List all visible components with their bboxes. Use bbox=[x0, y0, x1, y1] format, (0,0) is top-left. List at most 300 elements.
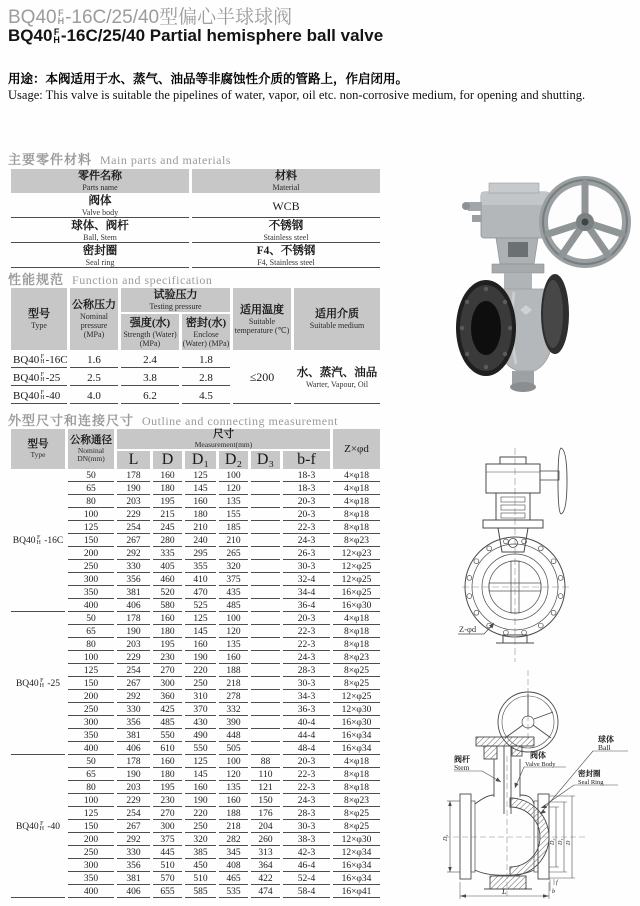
outline-row bbox=[11, 640, 380, 651]
col-header-dn: 公称通径 Nominal DN(mm) bbox=[68, 429, 114, 469]
dim-cell: 267 bbox=[117, 822, 150, 833]
dim-cell: 8×φ18 bbox=[333, 510, 380, 521]
dim-cell: 22-3 bbox=[283, 770, 330, 781]
title-en-rest: -16C/25/40 Partial hemisphere ball valve bbox=[60, 26, 384, 45]
usage-line-en: Usage: This valve is suitable the pipelines of water, vapor, oil etc. non-corrosive medium, for opening and shutting. bbox=[8, 88, 586, 102]
dim-cell: 332 bbox=[219, 705, 248, 716]
dim-cell: 250 bbox=[68, 705, 114, 716]
dim-cell bbox=[251, 523, 280, 534]
dim-cell: 16×φ34 bbox=[333, 731, 380, 742]
dim-cell: 385 bbox=[185, 848, 216, 859]
dim-cell: 448 bbox=[219, 731, 248, 742]
dim-cell: 229 bbox=[117, 796, 150, 807]
value-cell: 1.6 bbox=[70, 352, 118, 368]
dim-cell: 180 bbox=[185, 510, 216, 521]
dim-cell: 190 bbox=[185, 796, 216, 807]
dim-cell: 400 bbox=[68, 601, 114, 612]
dim-cell: 375 bbox=[219, 575, 248, 586]
dim-cell: 22-3 bbox=[283, 783, 330, 794]
dim-cell: 18-3 bbox=[283, 471, 330, 482]
dim-cell: 356 bbox=[117, 861, 150, 872]
dim-cell: 330 bbox=[117, 705, 150, 716]
dim-cell: 510 bbox=[153, 861, 182, 872]
dim-cell: 16×φ34 bbox=[333, 744, 380, 755]
part-name: 阀体 Valve body bbox=[11, 195, 189, 218]
dim-cell: 470 bbox=[185, 588, 216, 599]
dim-cell bbox=[251, 562, 280, 573]
dim-cell: 190 bbox=[117, 484, 150, 495]
dim-cell: 8×φ25 bbox=[333, 809, 380, 820]
dim-cell: 270 bbox=[153, 809, 182, 820]
outline-row bbox=[11, 523, 380, 534]
dim-cell: 125 bbox=[68, 809, 114, 820]
dim-cell: 580 bbox=[153, 601, 182, 612]
dim-cell: 180 bbox=[153, 484, 182, 495]
part-material: WCB bbox=[192, 195, 380, 218]
table-row bbox=[11, 245, 380, 268]
dim-cell: 12×φ23 bbox=[333, 549, 380, 560]
col-header-medium: 适用介质 Suitable medium bbox=[294, 288, 380, 350]
dim-cell: 474 bbox=[251, 887, 280, 898]
table-row bbox=[11, 352, 380, 368]
dim-cell: 250 bbox=[68, 562, 114, 573]
dim-cell bbox=[251, 614, 280, 625]
dim-cell: 220 bbox=[185, 666, 216, 677]
dim-cell: 100 bbox=[219, 757, 248, 768]
dim-cell: 356 bbox=[117, 575, 150, 586]
dim-cell: 350 bbox=[68, 874, 114, 885]
dim-cell: 200 bbox=[68, 692, 114, 703]
dim-cell: 525 bbox=[185, 601, 216, 612]
dim-cell: 8×φ23 bbox=[333, 796, 380, 807]
dim-cell: 188 bbox=[219, 809, 248, 820]
dim-cell: 390 bbox=[219, 718, 248, 729]
dim-cell: 406 bbox=[117, 887, 150, 898]
dim-cell: 218 bbox=[219, 822, 248, 833]
dim-cell: 345 bbox=[219, 848, 248, 859]
dim-cell: 46-4 bbox=[283, 861, 330, 872]
col-header-type: 型号 Type bbox=[11, 429, 65, 469]
dim-cell: 200 bbox=[68, 835, 114, 846]
col-header-D2: D₂ bbox=[219, 451, 248, 469]
dim-cell: 300 bbox=[153, 822, 182, 833]
model-sup: F bbox=[53, 26, 60, 37]
dim-cell: 282 bbox=[219, 835, 248, 846]
dim-cell: 550 bbox=[153, 731, 182, 742]
dim-cell: 135 bbox=[219, 640, 248, 651]
outline-row bbox=[11, 744, 380, 755]
dim-cell: 204 bbox=[251, 822, 280, 833]
temperature-value: ≤200 bbox=[233, 352, 291, 404]
dim-cell: 422 bbox=[251, 874, 280, 885]
outline-row bbox=[11, 510, 380, 521]
dim-cell: 190 bbox=[117, 770, 150, 781]
dim-cell: 100 bbox=[68, 653, 114, 664]
dim-cell: 125 bbox=[68, 523, 114, 534]
dim-cell: 178 bbox=[117, 757, 150, 768]
dim-cell: 125 bbox=[185, 471, 216, 482]
dim-cell: 178 bbox=[117, 614, 150, 625]
dim-cell: 24-3 bbox=[283, 536, 330, 547]
dim-cell bbox=[251, 653, 280, 664]
dim-cell: 4×φ18 bbox=[333, 471, 380, 482]
dim-cell: 36-3 bbox=[283, 705, 330, 716]
dim-cell: 400 bbox=[68, 887, 114, 898]
dim-cell: 80 bbox=[68, 497, 114, 508]
handwheel bbox=[539, 176, 631, 268]
value-cell: 2.8 bbox=[182, 370, 230, 386]
dim-cell: 485 bbox=[153, 718, 182, 729]
col-header-zxod: Z×φd bbox=[333, 429, 380, 469]
model-prefix: BQ40 bbox=[8, 7, 57, 28]
section-title-outline: 外型尺寸和连接尺寸 Outline and connecting measurement bbox=[8, 413, 338, 428]
dim-cell: 203 bbox=[117, 783, 150, 794]
dim-cell: 188 bbox=[219, 666, 248, 677]
outline-row bbox=[11, 796, 380, 807]
dim-cell: 24-3 bbox=[283, 796, 330, 807]
dim-cell: 265 bbox=[219, 549, 248, 560]
dim-cell: 30-3 bbox=[283, 679, 330, 690]
dim-cell: 465 bbox=[219, 874, 248, 885]
dim-cell: 34-3 bbox=[283, 692, 330, 703]
outline-row bbox=[11, 536, 380, 547]
dim-cell: 16×φ30 bbox=[333, 601, 380, 612]
col-header-testing-pressure: 试验压力 Testing pressure bbox=[121, 288, 230, 312]
dim-cell: 26-3 bbox=[283, 549, 330, 560]
col-header-type: 型号 Type bbox=[11, 288, 67, 350]
dim-cell: 520 bbox=[153, 588, 182, 599]
col-header-L: L bbox=[117, 451, 150, 469]
dim-cell: 34-4 bbox=[283, 588, 330, 599]
dim-cell: 22-3 bbox=[283, 627, 330, 638]
dim-cell: 30-3 bbox=[283, 822, 330, 833]
dim-cell: 145 bbox=[185, 484, 216, 495]
dim-cell bbox=[251, 575, 280, 586]
dim-cell: 42-3 bbox=[283, 848, 330, 859]
dim-cell: 160 bbox=[185, 783, 216, 794]
dim-cell: 300 bbox=[68, 575, 114, 586]
dim-cell: 135 bbox=[219, 783, 248, 794]
dim-cell bbox=[251, 744, 280, 755]
dim-cell: 8×φ25 bbox=[333, 822, 380, 833]
dim-cell: 178 bbox=[117, 471, 150, 482]
dim-cell: 155 bbox=[219, 510, 248, 521]
outline-row bbox=[11, 731, 380, 742]
dim-cell bbox=[251, 666, 280, 677]
part-name: 球体、阀杆 Ball, Stem bbox=[11, 220, 189, 243]
dim-cell: 364 bbox=[251, 861, 280, 872]
dim-cell: 313 bbox=[251, 848, 280, 859]
dim-cell: 218 bbox=[219, 679, 248, 690]
dim-cell bbox=[251, 705, 280, 716]
outline-row bbox=[11, 549, 380, 560]
dim-cell: 220 bbox=[185, 809, 216, 820]
dim-cell: 292 bbox=[117, 835, 150, 846]
front-view-drawing bbox=[458, 412, 640, 666]
dim-cell: 510 bbox=[185, 874, 216, 885]
dim-cell: 16×φ30 bbox=[333, 718, 380, 729]
dim-cell: 8×φ23 bbox=[333, 536, 380, 547]
label-seal-zh: 密封圈 bbox=[578, 769, 601, 778]
outline-row bbox=[11, 575, 380, 586]
outline-row bbox=[11, 887, 380, 898]
dim-cell: 16×φ34 bbox=[333, 861, 380, 872]
outline-row bbox=[11, 614, 380, 625]
dim-cell: 8×φ18 bbox=[333, 640, 380, 651]
dim-cell: 229 bbox=[117, 510, 150, 521]
dim-cell: 585 bbox=[185, 887, 216, 898]
part-name: 密封圈 Seal ring bbox=[11, 245, 189, 268]
outline-row bbox=[11, 770, 380, 781]
table-row bbox=[11, 220, 380, 243]
dim-cell: 120 bbox=[219, 627, 248, 638]
dim-cell: 490 bbox=[185, 731, 216, 742]
dim-cell: 320 bbox=[219, 562, 248, 573]
dim-cell: 245 bbox=[153, 523, 182, 534]
dim-cell: 335 bbox=[153, 549, 182, 560]
dim-cell: 8×φ18 bbox=[333, 523, 380, 534]
outline-row bbox=[11, 666, 380, 677]
dim-cell: 160 bbox=[153, 614, 182, 625]
label-dim-b: b bbox=[552, 889, 555, 895]
dim-cell: 65 bbox=[68, 484, 114, 495]
dim-cell: 406 bbox=[117, 601, 150, 612]
outline-row bbox=[11, 679, 380, 690]
dim-cell: 381 bbox=[117, 874, 150, 885]
dim-cell: 65 bbox=[68, 627, 114, 638]
label-stem-zh: 阀杆 bbox=[454, 755, 470, 764]
dim-cell: 16×φ34 bbox=[333, 874, 380, 885]
value-cell: 1.8 bbox=[182, 352, 230, 368]
dim-cell: 405 bbox=[153, 562, 182, 573]
dim-cell: 330 bbox=[117, 562, 150, 573]
label-dim-D3: D₃ bbox=[443, 834, 449, 841]
label-ball-zh: 球体 bbox=[598, 735, 614, 744]
dim-cell bbox=[251, 679, 280, 690]
dim-cell: 180 bbox=[153, 770, 182, 781]
dim-cell: 425 bbox=[153, 705, 182, 716]
table-row bbox=[11, 195, 380, 218]
dim-cell bbox=[251, 484, 280, 495]
dim-cell: 292 bbox=[117, 692, 150, 703]
title-zh-rest: -16C/25/40型偏心半球球阀 bbox=[65, 7, 293, 28]
dim-cell: 80 bbox=[68, 640, 114, 651]
dim-cell: 210 bbox=[185, 523, 216, 534]
usage-line-zh: 用途：本阀适用于水、蒸气、油品等非腐蚀性介质的管路上，作启闭用。 bbox=[8, 72, 409, 86]
dim-cell: 240 bbox=[185, 536, 216, 547]
dim-cell: 350 bbox=[68, 588, 114, 599]
dim-cell: 280 bbox=[153, 536, 182, 547]
dim-cell bbox=[251, 497, 280, 508]
dim-cell: 30-3 bbox=[283, 562, 330, 573]
dim-cell: 16×φ41 bbox=[333, 887, 380, 898]
outline-group-16C bbox=[11, 471, 380, 612]
dim-cell: 65 bbox=[68, 770, 114, 781]
dim-cell: 20-3 bbox=[283, 614, 330, 625]
dim-cell: 88 bbox=[251, 757, 280, 768]
dim-cell: 12×φ25 bbox=[333, 562, 380, 573]
dim-cell: 430 bbox=[185, 718, 216, 729]
outline-row bbox=[11, 757, 380, 768]
dim-cell: 350 bbox=[68, 731, 114, 742]
dim-cell: 267 bbox=[117, 536, 150, 547]
dim-cell: 50 bbox=[68, 614, 114, 625]
outline-row bbox=[11, 809, 380, 820]
dim-cell: 185 bbox=[219, 523, 248, 534]
dim-cell: 195 bbox=[153, 640, 182, 651]
value-cell: 4.0 bbox=[70, 388, 118, 404]
label-dim-D1: D₁ bbox=[558, 838, 564, 845]
parts-materials-table bbox=[8, 167, 383, 270]
outline-row bbox=[11, 484, 380, 495]
dim-cell: 24-3 bbox=[283, 653, 330, 664]
dim-cell: 48-4 bbox=[283, 744, 330, 755]
col-header-measurement: 尺寸 Measurement(mm) bbox=[117, 429, 330, 449]
value-cell: 2.5 bbox=[70, 370, 118, 386]
dim-cell: 4×φ18 bbox=[333, 484, 380, 495]
dim-cell: 408 bbox=[219, 861, 248, 872]
model-fh bbox=[58, 9, 65, 25]
dim-cell: 655 bbox=[153, 887, 182, 898]
model-label: BQ40 F H -40 bbox=[11, 757, 65, 898]
dim-cell: 38-3 bbox=[283, 835, 330, 846]
dim-cell: 8×φ25 bbox=[333, 666, 380, 677]
dim-cell: 125 bbox=[185, 757, 216, 768]
dim-cell: 485 bbox=[219, 601, 248, 612]
dim-cell: 145 bbox=[185, 627, 216, 638]
dim-cell: 8×φ25 bbox=[333, 679, 380, 690]
dim-cell: 100 bbox=[68, 796, 114, 807]
dim-cell: 295 bbox=[185, 549, 216, 560]
dim-cell: 160 bbox=[153, 471, 182, 482]
outline-row bbox=[11, 783, 380, 794]
outline-row bbox=[11, 835, 380, 846]
outline-dimensions-table bbox=[8, 427, 383, 900]
label-body-en: Valve Body bbox=[525, 761, 556, 768]
dim-cell: 4×φ18 bbox=[333, 497, 380, 508]
dim-cell: 145 bbox=[185, 770, 216, 781]
dim-cell: 100 bbox=[219, 471, 248, 482]
dim-cell: 250 bbox=[185, 822, 216, 833]
dim-cell bbox=[251, 601, 280, 612]
outline-row bbox=[11, 562, 380, 573]
dim-cell: 160 bbox=[219, 796, 248, 807]
col-header-bf: b-f bbox=[283, 451, 330, 469]
col-header-strength: 强度(水) Strength (Water) (MPa) bbox=[121, 314, 179, 350]
dim-cell: 28-3 bbox=[283, 666, 330, 677]
dim-cell: 50 bbox=[68, 471, 114, 482]
col-header-D1: D₁ bbox=[185, 451, 216, 469]
model-sub: H bbox=[53, 34, 60, 45]
model-label: BQ40 F H -16C bbox=[11, 471, 65, 612]
dim-cell: 254 bbox=[117, 809, 150, 820]
dim-cell: 381 bbox=[117, 731, 150, 742]
outline-row bbox=[11, 588, 380, 599]
label-dim-L: L bbox=[502, 887, 507, 896]
model-fh bbox=[53, 28, 60, 44]
dim-cell: 4×φ18 bbox=[333, 757, 380, 768]
label-seal-en: Seal Ring bbox=[578, 779, 604, 786]
dim-cell bbox=[251, 588, 280, 599]
label-ball-en: Ball bbox=[598, 743, 611, 752]
dim-cell: 190 bbox=[185, 653, 216, 664]
product-photo bbox=[456, 152, 640, 410]
dim-cell bbox=[251, 692, 280, 703]
dim-cell: 355 bbox=[185, 562, 216, 573]
dim-cell: 8×φ23 bbox=[333, 653, 380, 664]
dim-cell: 121 bbox=[251, 783, 280, 794]
dim-cell: 360 bbox=[153, 692, 182, 703]
dim-cell: 80 bbox=[68, 783, 114, 794]
dim-cell: 22-3 bbox=[283, 523, 330, 534]
dim-cell bbox=[251, 718, 280, 729]
dim-cell: 22-3 bbox=[283, 640, 330, 651]
dim-cell: 550 bbox=[185, 744, 216, 755]
label-stem-en: Stem bbox=[454, 763, 470, 772]
dim-cell: 300 bbox=[153, 679, 182, 690]
dim-cell: 200 bbox=[68, 549, 114, 560]
dim-cell: 44-4 bbox=[283, 731, 330, 742]
outline-row bbox=[11, 861, 380, 872]
dim-cell bbox=[251, 471, 280, 482]
dim-cell bbox=[251, 731, 280, 742]
dim-cell: 8×φ18 bbox=[333, 783, 380, 794]
dim-cell: 250 bbox=[68, 848, 114, 859]
label-dim-f: f bbox=[556, 880, 558, 886]
medium-value: 水、蒸汽、油品 Warter, Vapour, Oil bbox=[294, 352, 380, 404]
dim-cell: 100 bbox=[219, 614, 248, 625]
col-header-nominal-pressure: 公称压力 Nominal pressure (MPa) bbox=[70, 288, 118, 350]
dim-cell: 52-4 bbox=[283, 874, 330, 885]
dim-cell: 370 bbox=[185, 705, 216, 716]
outline-row bbox=[11, 874, 380, 885]
part-material: 不锈钢 Stainless steel bbox=[192, 220, 380, 243]
spec-table bbox=[8, 286, 383, 406]
model-label: BQ40 F H -40 bbox=[11, 388, 67, 404]
dim-cell: 203 bbox=[117, 640, 150, 651]
dim-cell: 12×φ34 bbox=[333, 848, 380, 859]
col-header-D3: D₃ bbox=[251, 451, 280, 469]
outline-row bbox=[11, 692, 380, 703]
dim-cell: 120 bbox=[219, 770, 248, 781]
dim-cell: 229 bbox=[117, 653, 150, 664]
dim-cell: 292 bbox=[117, 549, 150, 560]
col-header-parts-name: 零件名称 Parts name bbox=[11, 169, 189, 193]
value-cell: 4.5 bbox=[182, 388, 230, 404]
dim-cell: 50 bbox=[68, 757, 114, 768]
dim-cell: 20-3 bbox=[283, 757, 330, 768]
model-sub: H bbox=[57, 15, 65, 26]
dim-cell bbox=[251, 549, 280, 560]
model-prefix: BQ40 bbox=[8, 26, 53, 45]
outline-row bbox=[11, 601, 380, 612]
dim-cell: 150 bbox=[68, 822, 114, 833]
dim-cell: 270 bbox=[153, 666, 182, 677]
label-body-zh: 阀体 bbox=[530, 751, 546, 760]
dim-cell: 150 bbox=[68, 679, 114, 690]
dim-cell: 505 bbox=[219, 744, 248, 755]
dim-cell: 460 bbox=[153, 575, 182, 586]
page-title-zh bbox=[8, 2, 292, 29]
dim-cell: 260 bbox=[251, 835, 280, 846]
dim-cell: 450 bbox=[185, 861, 216, 872]
dim-cell: 18-3 bbox=[283, 484, 330, 495]
dim-cell bbox=[251, 536, 280, 547]
outline-row bbox=[11, 848, 380, 859]
dim-cell bbox=[251, 640, 280, 651]
dim-cell: 180 bbox=[153, 627, 182, 638]
dim-cell: 250 bbox=[185, 679, 216, 690]
